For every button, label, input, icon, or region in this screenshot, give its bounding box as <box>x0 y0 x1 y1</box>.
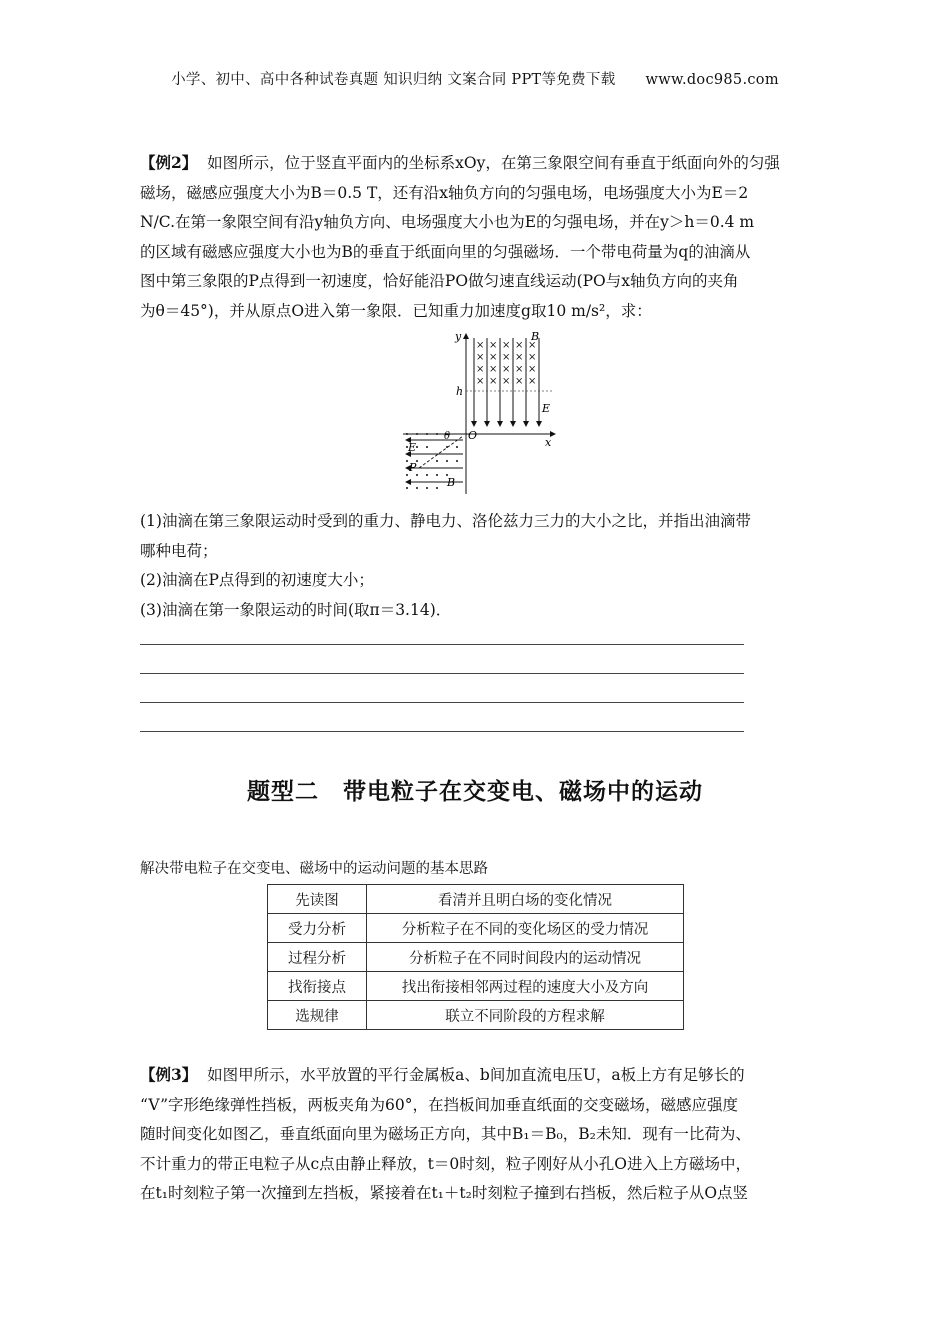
section-subheading: 解决带电粒子在交变电、磁场中的运动问题的基本思路 <box>140 861 488 877</box>
label-e-q3: E <box>408 441 417 454</box>
svg-text:×: × <box>476 376 485 387</box>
svg-text:×: × <box>476 340 485 351</box>
label-b-top: B <box>531 330 540 343</box>
answer-line <box>140 644 744 645</box>
svg-text:×: × <box>528 340 537 351</box>
example2-line1: 【例2】 如图所示，位于竖直平面内的坐标系xOy，在第三象限空间有垂直于纸面向外的匀强 <box>140 153 780 172</box>
svg-text:×: × <box>476 364 485 375</box>
svg-text:×: × <box>515 340 524 351</box>
table-row <box>268 885 684 914</box>
svg-text:×: × <box>528 352 537 363</box>
question-1a: (1)油滴在第三象限运动时受到的重力、静电力、洛伦兹力三力的大小之比，并指出油滴带 <box>140 512 751 530</box>
table-row <box>268 972 684 1001</box>
question-1b: 哪种电荷； <box>140 541 218 560</box>
example2-line5: 图中第三象限的P点得到一初速度，恰好能沿PO做匀速直线运动(PO与x轴负方向的夹角 <box>140 272 739 290</box>
answer-line <box>140 731 744 732</box>
question-3: (3)油滴在第一象限运动的时间(取π＝3.14)． <box>140 600 452 619</box>
table-cell-step: 受力分析 <box>268 914 367 943</box>
svg-text:×: × <box>489 376 498 387</box>
example3-line2: “V”字形绝缘弹性挡板，两板夹角为60°，在挡板间加垂直纸面的交变磁场，磁感应强度 <box>140 1095 739 1114</box>
po-path <box>419 436 463 468</box>
table-row <box>268 914 684 943</box>
svg-text:×: × <box>515 352 524 363</box>
example3-label: 【例3】 <box>140 1065 198 1084</box>
method-table <box>267 884 684 1030</box>
answer-line <box>140 673 744 674</box>
label-y: y <box>455 330 462 343</box>
example2-questions <box>140 507 812 625</box>
label-x: x <box>545 436 552 449</box>
example2-line4: 的区域有磁感应强度大小也为B的垂直于纸面向里的匀强磁场．一个带电荷量为q的油滴从 <box>140 242 751 261</box>
svg-text:×: × <box>502 352 511 363</box>
example3-line4: 不计重力的带正电粒子从c点由静止释放，t＝0时刻，粒子刚好从小孔O进入上方磁场中， <box>140 1154 751 1173</box>
svg-text:×: × <box>489 340 498 351</box>
example3-line5: 在t₁时刻粒子第一次撞到左挡板，紧接着在t₁＋t₂时刻粒子撞到右挡板，然后粒子从O点竖 <box>140 1184 749 1202</box>
example2-line6: 为θ＝45°)，并从原点O进入第一象限．已知重力加速度g取10 m/s²，求： <box>140 301 652 320</box>
example2-line3: N/C.在第一象限空间有沿y轴负方向、电场强度大小也为E的匀强电场，并在y＞h＝0.4 m <box>140 213 755 231</box>
example2-text <box>140 148 812 326</box>
label-p: P <box>409 461 417 474</box>
svg-text:×: × <box>502 340 511 351</box>
table-cell-desc: 找出衔接相邻两过程的速度大小及方向 <box>367 972 684 1001</box>
header-text: 小学、初中、高中各种试卷真题 知识归纳 文案合同 PPT等免费下载 <box>171 72 616 88</box>
table-cell-step: 选规律 <box>268 1001 367 1030</box>
svg-text:×: × <box>515 376 524 387</box>
label-origin: O <box>468 429 478 442</box>
label-h: h <box>456 385 464 398</box>
field-diagram <box>395 326 565 496</box>
example3-text <box>140 1060 812 1209</box>
svg-text:×: × <box>515 364 524 375</box>
page-header <box>0 68 950 89</box>
svg-text:×: × <box>502 376 511 387</box>
table-cell-step: 先读图 <box>268 885 367 914</box>
svg-text:×: × <box>476 352 485 363</box>
table-cell-desc: 看清并且明白场的变化情况 <box>367 885 684 914</box>
svg-text:×: × <box>489 352 498 363</box>
table-cell-step: 过程分析 <box>268 943 367 972</box>
b-field-into-page <box>476 340 536 387</box>
table-cell-desc: 分析粒子在不同的变化场区的受力情况 <box>367 914 684 943</box>
header-url[interactable]: www.doc985.com <box>645 72 779 88</box>
answer-line <box>140 702 744 703</box>
example3-line3: 随时间变化如图乙，垂直纸面向里为磁场正方向，其中B₁＝B₀，B₂未知．现有一比荷为、 <box>140 1125 751 1143</box>
svg-text:×: × <box>489 364 498 375</box>
example2-label: 【例2】 <box>140 153 198 172</box>
question-2: (2)油滴在P点得到的初速度大小； <box>140 571 374 589</box>
svg-text:×: × <box>528 376 537 387</box>
table-cell-desc: 分析粒子在不同时间段内的运动情况 <box>367 943 684 972</box>
label-theta: θ <box>444 431 451 442</box>
svg-text:×: × <box>502 364 511 375</box>
table-cell-desc: 联立不同阶段的方程求解 <box>367 1001 684 1030</box>
example3-line1: 【例3】 如图甲所示，水平放置的平行金属板a、b间加直流电压U，a板上方有足够长的 <box>140 1065 745 1084</box>
example2-line2: 磁场，磁感应强度大小为B＝0.5 T，还有沿x轴负方向的匀强电场，电场强度大小为E＝2 <box>140 183 749 202</box>
table-row <box>268 943 684 972</box>
table-cell-step: 找衔接点 <box>268 972 367 1001</box>
label-e-q1: E <box>542 402 551 415</box>
section-title: 题型二 带电粒子在交变电、磁场中的运动 <box>247 779 703 805</box>
label-b-bottom: B <box>447 476 456 489</box>
table-row <box>268 1001 684 1030</box>
svg-text:×: × <box>528 364 537 375</box>
